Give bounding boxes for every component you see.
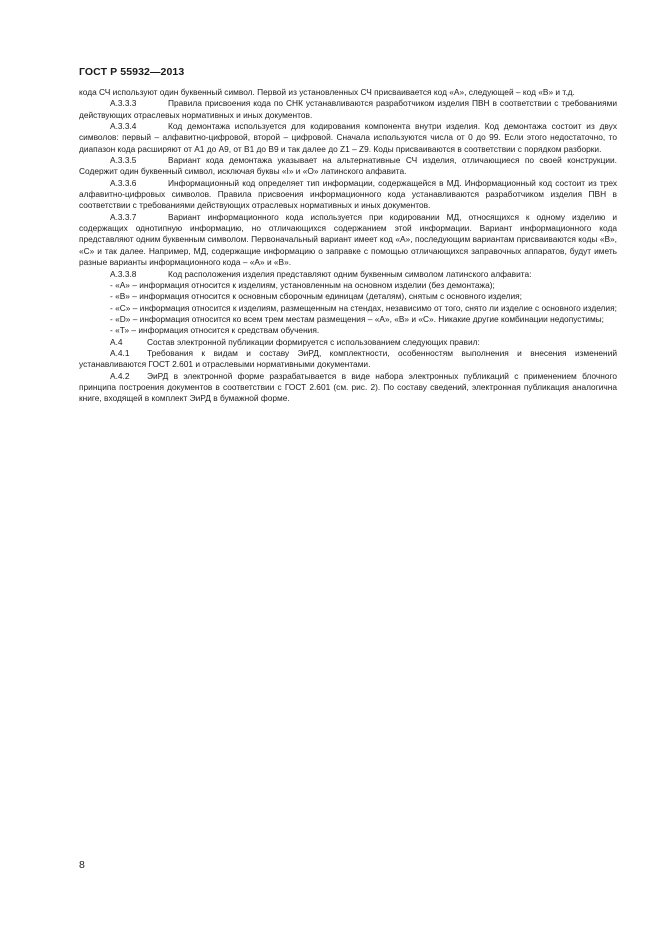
paragraph-text: ЭиРД в электронной форме разрабатывается в виде набора электронных публикаций с применением блочного принципа построения документов в соответствии с ГОСТ 2.601 (см. рис. 2). По составу сведений, электронная публикация аналогична книге, входящей в комплект ЭиРД в бумажной форме. <box>79 370 617 404</box>
list-item-text: - «С» – информация относится к изделиям, размещенным на стендах, независимо от того, снято ли изделие с основного изделия; <box>110 302 617 313</box>
list-item-location-c <box>79 303 617 314</box>
paragraph-text: Код расположения изделия представляют одним буквенным символом латинского алфавита: <box>168 268 532 279</box>
clause-number: А.3.3.8 <box>110 268 137 279</box>
paragraph-a-4 <box>79 337 617 348</box>
paragraph-text: Код демонтажа используется для кодирования компонента внутри изделия. Код демонтажа состоит из двух символов: первый – алфавитно-цифровой, второй – цифровой. Сначала используются числа от 0 до 99. Если этого недостаточно, то диапазон кода расширяют от А1 до А9, от В1 до В9 и так далее до Z1 – Z9. Коды присваиваются в соответствии с порядком разборки. <box>79 121 617 154</box>
paragraph-text: Вариант кода демонтажа указывает на альтернативные СЧ изделия, отличающиеся по своей конструкции. Содержит один буквенный символ, исключая буквы «I» и «O» латинского алфавита. <box>79 155 617 177</box>
clause-number: А.4.1 <box>110 347 130 358</box>
clause-number: А.4 <box>110 336 123 347</box>
paragraph-text: Состав электронной публикации формируется с использованием следующих правил: <box>147 336 480 347</box>
list-item-location-d <box>79 314 617 325</box>
list-item-location-a <box>79 280 617 291</box>
clause-number: А.3.3.3 <box>110 98 137 109</box>
clause-number: А.3.3.5 <box>110 155 137 166</box>
paragraph-a-4-2 <box>79 371 617 405</box>
clause-number: А.3.3.4 <box>110 121 137 132</box>
paragraph-a-4-1 <box>79 348 617 371</box>
paragraph-text: Информационный код определяет тип информации, содержащейся в МД. Информационный код состоит из трех алфавитно-цифровых символов. Правила присвоения информационного кода устанавливаются разработчиком изделия ПВН в соответствии с требованиями действующих отраслевых нормативных и иных документов. <box>79 177 617 211</box>
paragraph-continuation <box>79 87 617 98</box>
paragraph-text: Правила присвоения кода по СНК устанавливаются разработчиком изделия ПВН в соответствии с требованиями действующих отраслевых нормативных и иных документов. <box>79 98 617 120</box>
list-item-location-b <box>79 291 617 302</box>
paragraph-text: Вариант информационного кода используется при кодировании МД, относящихся к одному изделию и содержащих однотипную информацию, но отличающихся содержанием этой информации. Вариант информационного кода представляют одним буквенным символом. Первоначальный вариант имеет код «А», последующим вариантам присваиваются коды «В», «С» и так далее. Например, МД, содержащие информацию о заправке с помощью отличающихся заправочных аппаратов, будут иметь разные варианты информационного кода – «А» и «В». <box>79 211 617 268</box>
clause-number: А.3.3.7 <box>110 211 137 222</box>
paragraph-a-3-3-7 <box>79 212 617 269</box>
paragraph-a-3-3-8 <box>79 269 617 280</box>
list-item-text: - «D» – информация относится ко всем трем местам размещения – «А», «В» и «С». Никакие другие комбинации недопустимы; <box>110 313 604 324</box>
paragraph-a-3-3-5 <box>79 155 617 178</box>
list-item-text: - «В» – информация относится к основным сборочным единицам (деталям), снятым с основного изделия; <box>110 291 522 302</box>
list-item-location-t <box>79 325 617 336</box>
paragraph-text: Требования к видам и составу ЭиРД, комплектности, особенностям выполнения и внесения изменений устанавливаются ГОСТ 2.601 и отраслевыми нормативными документами. <box>79 347 617 370</box>
clause-number: А.3.3.6 <box>110 177 137 188</box>
page-number: 8 <box>79 859 85 871</box>
page-header-standard-code: ГОСТ Р 55932—2013 <box>79 66 185 78</box>
paragraph-a-3-3-4 <box>79 121 617 155</box>
list-item-text: - «А» – информация относится к изделиям, установленным на основном изделии (без демонтажа); <box>110 279 495 290</box>
paragraph-a-3-3-3 <box>79 98 617 121</box>
paragraph-text: кода СЧ используют один буквенный символ. Первой из установленных СЧ присваивается код «А», следующей – код «В» и т.д. <box>79 87 575 97</box>
clause-number: А.4.2 <box>110 370 130 381</box>
list-item-text: - «Т» – информация относится к средствам обучения. <box>110 325 320 336</box>
paragraph-a-3-3-6 <box>79 178 617 212</box>
document-body <box>79 87 617 405</box>
